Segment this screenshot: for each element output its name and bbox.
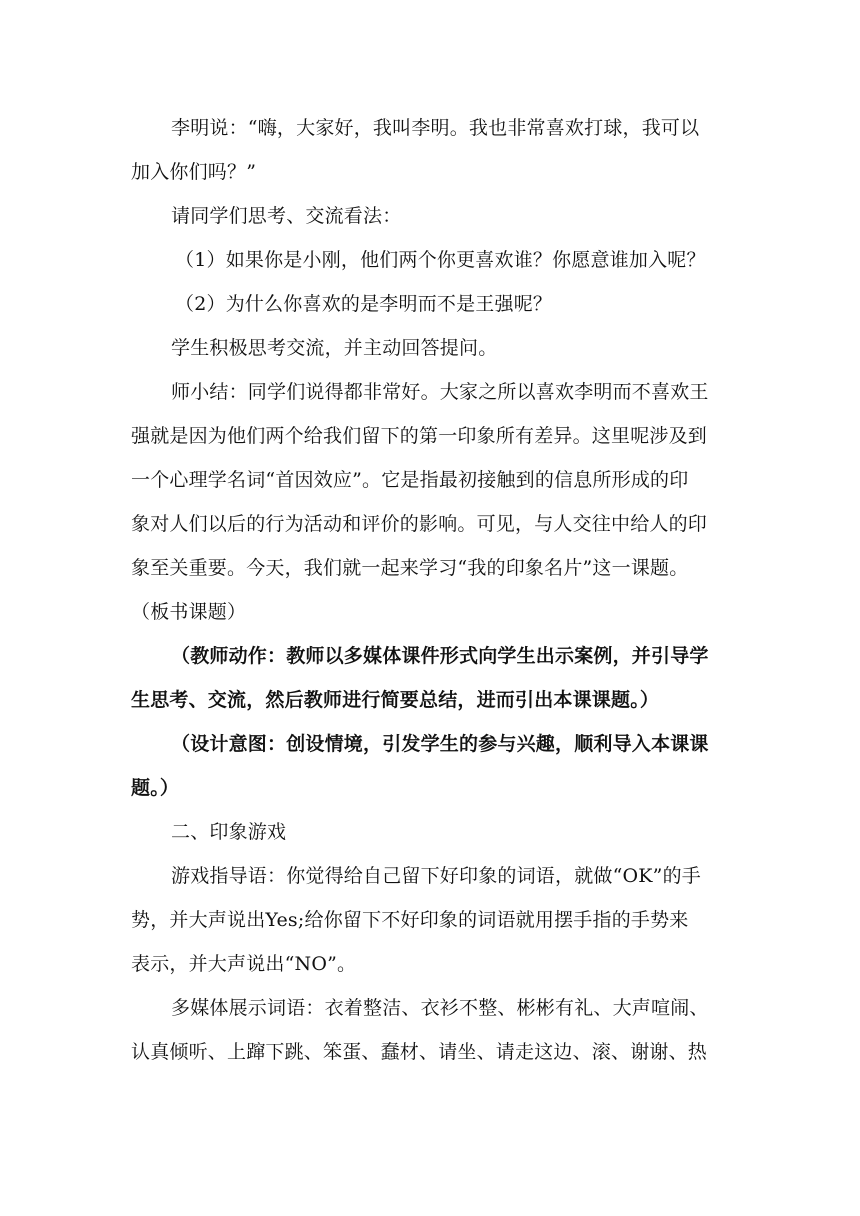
text-line: （板书课题） bbox=[131, 601, 247, 623]
text-line: 请同学们思考、交流看法： bbox=[171, 205, 402, 227]
design-intent-note: （设计意图：创设情境，引发学生的参与兴趣，顺利导入本课课 bbox=[171, 733, 709, 755]
text-line: 象至关重要。今天，我们就一起来学习“我的印象名片”这一课题。 bbox=[131, 557, 689, 579]
text-line: 认真倾听、上蹿下跳、笨蛋、蠢材、请坐、请走这边、滚、谢谢、热 bbox=[131, 1041, 708, 1063]
text-line: 强就是因为他们两个给我们留下的第一印象所有差异。这里呢涉及到 bbox=[131, 425, 708, 447]
text-line: 多媒体展示词语：衣着整洁、衣衫不整、彬彬有礼、大声喧闹、 bbox=[171, 997, 709, 1019]
question-2: （2）为什么你喜欢的是李明而不是王强呢？ bbox=[175, 293, 553, 315]
text-line: 势，并大声说出Yes;给你留下不好印象的词语就用摆手指的手势来 bbox=[131, 909, 689, 931]
section-heading: 二、印象游戏 bbox=[171, 821, 287, 843]
text-line: 象对人们以后的行为活动和评价的影响。可见，与人交往中给人的印 bbox=[131, 513, 708, 535]
text-line: 加入你们吗？” bbox=[131, 161, 257, 183]
text-line: 表示，并大声说出“NO”。 bbox=[131, 953, 357, 975]
question-1: （1）如果你是小刚，他们两个你更喜欢谁？你愿意谁加入呢？ bbox=[175, 249, 706, 271]
text-line: 学生积极思考交流，并主动回答提问。 bbox=[171, 337, 498, 359]
text-line: 一个心理学名词“首因效应”。它是指最初接触到的信息所形成的印 bbox=[131, 469, 689, 491]
text-line: 李明说：“嗨，大家好，我叫李明。我也非常喜欢打球，我可以 bbox=[171, 117, 700, 139]
text-line: 师小结：同学们说得都非常好。大家之所以喜欢李明而不喜欢王 bbox=[171, 381, 709, 403]
text-line: 游戏指导语：你觉得给自己留下好印象的词语，就做“OK”的手 bbox=[171, 865, 701, 887]
design-intent-note: 题。） bbox=[131, 777, 180, 799]
document-body bbox=[131, 106, 731, 1074]
teacher-action-note: （教师动作：教师以多媒体课件形式向学生出示案例，并引导学 bbox=[171, 645, 709, 667]
teacher-action-note: 生思考、交流，然后教师进行简要总结，进而引出本课课题。） bbox=[131, 689, 660, 711]
